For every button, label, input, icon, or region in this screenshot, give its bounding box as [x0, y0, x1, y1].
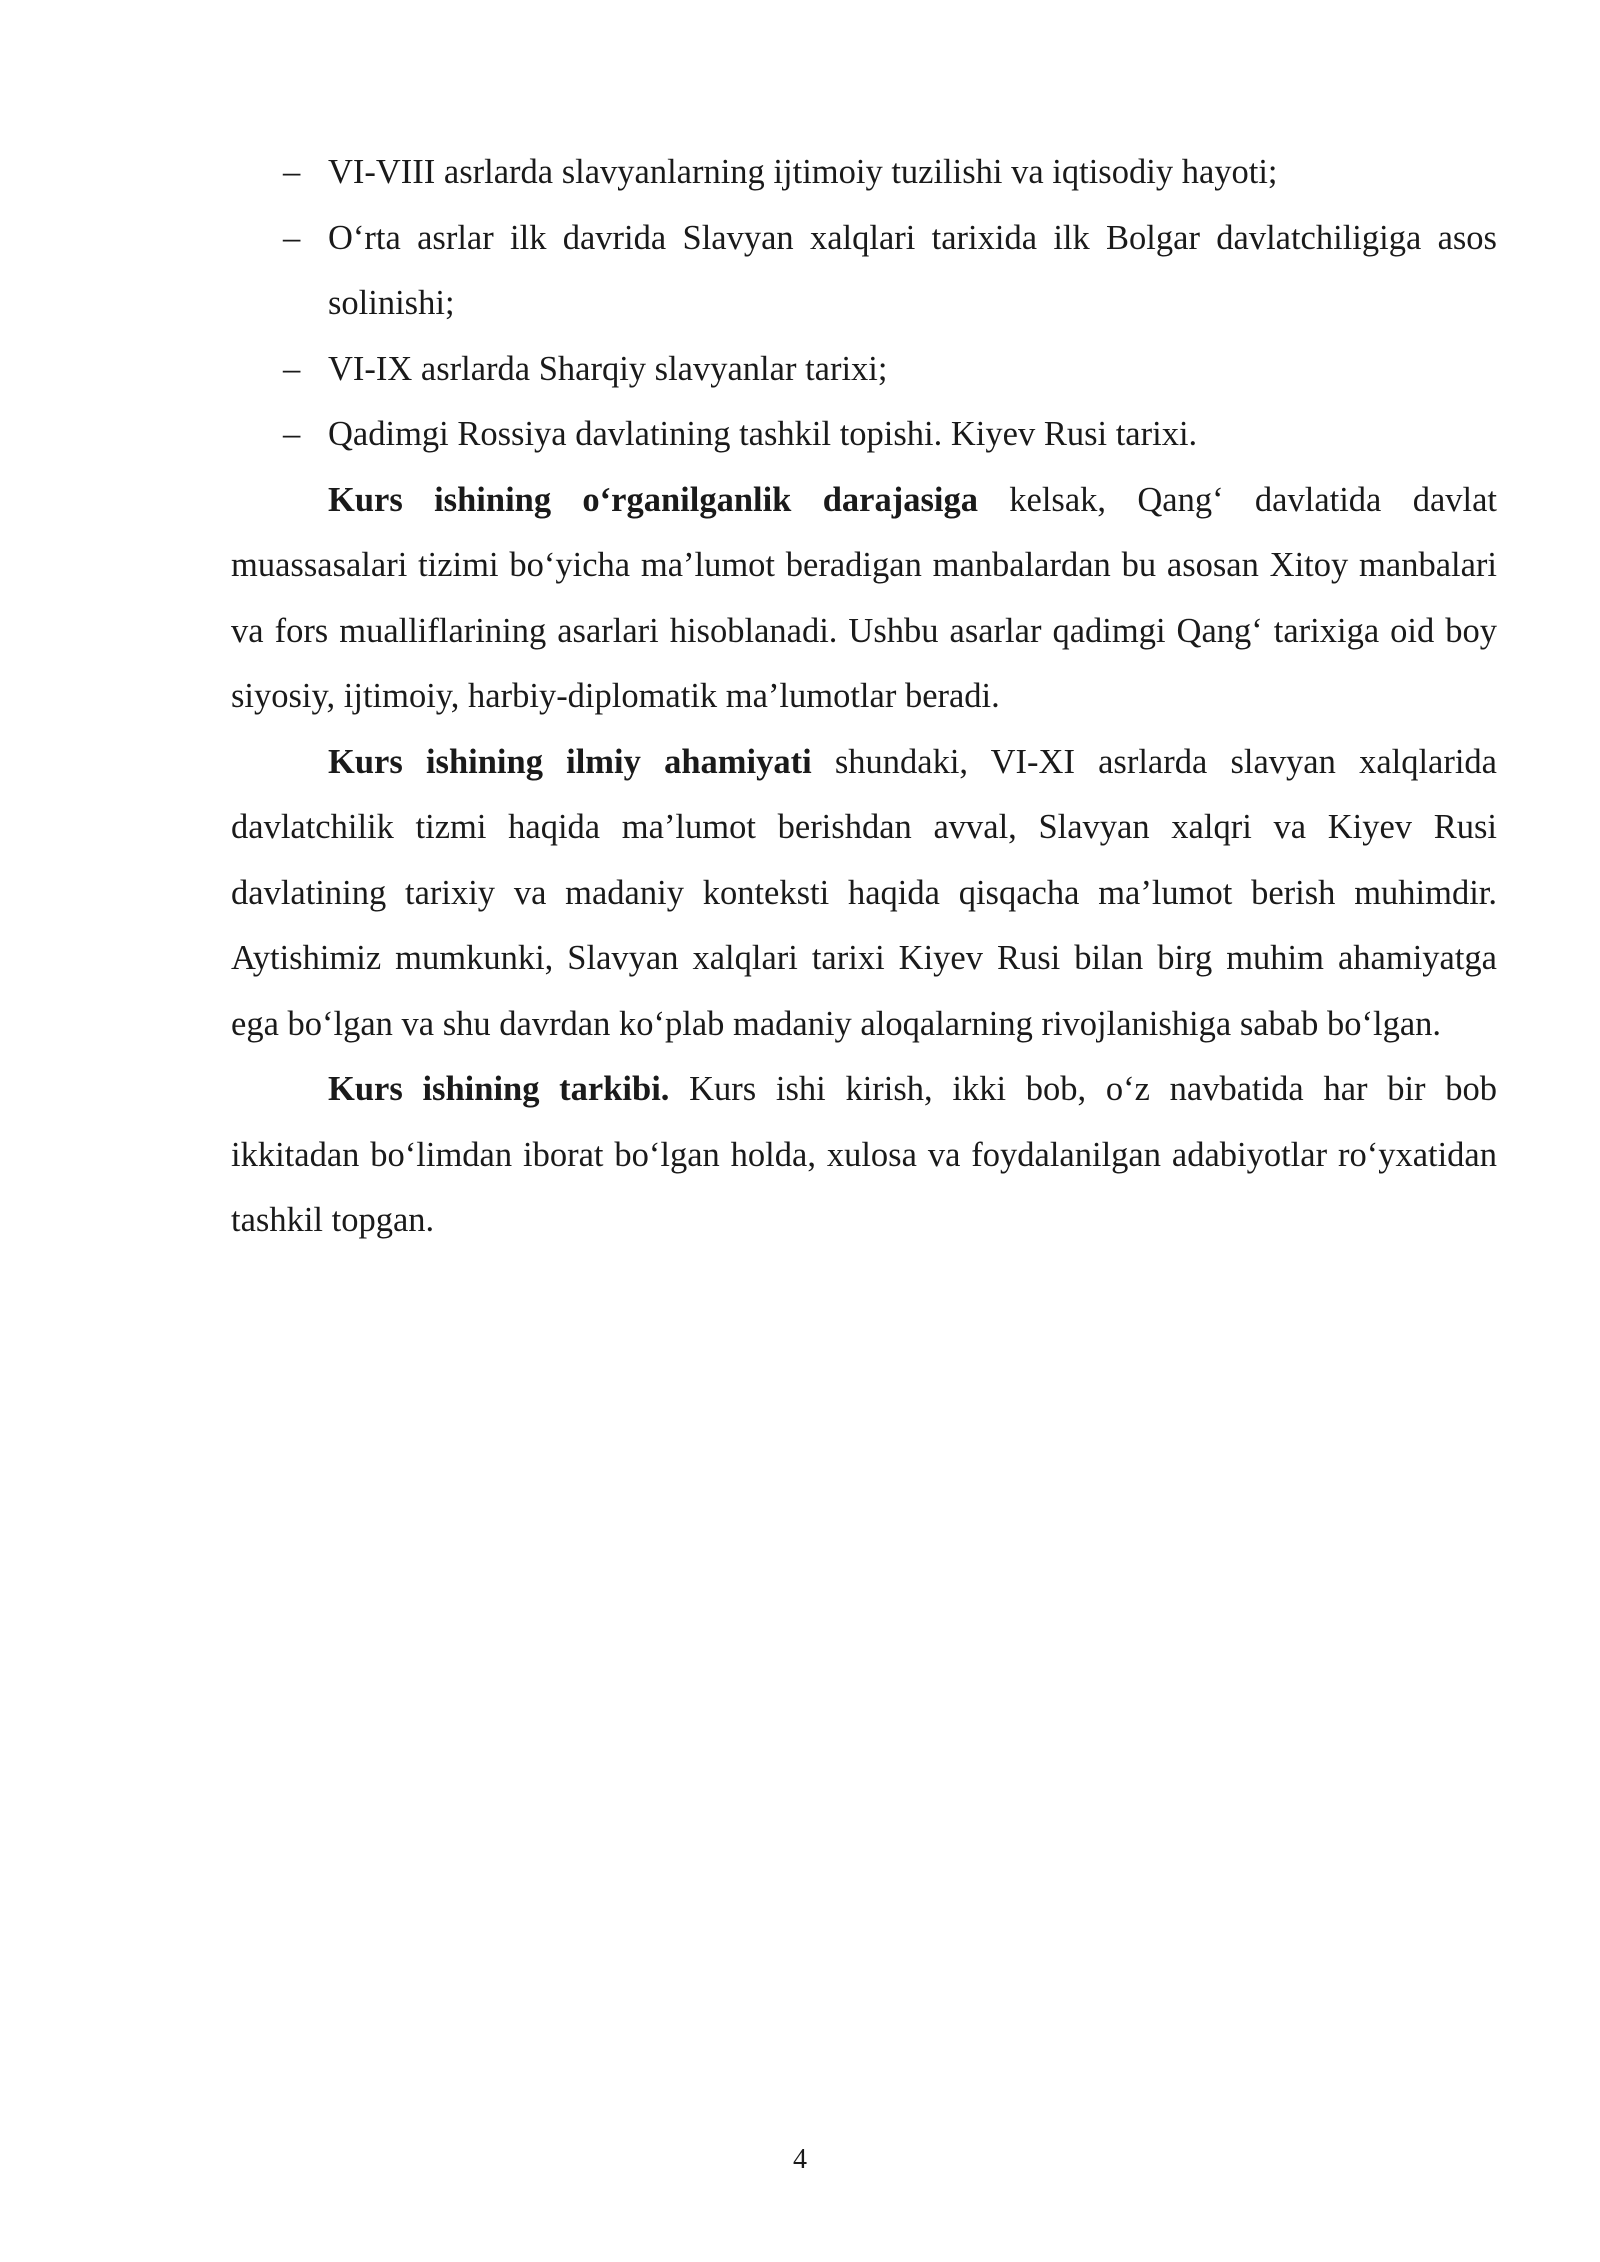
paragraph-lead-bold: Kurs ishining ilmiy ahamiyati [328, 742, 812, 781]
list-item-text: O‘rta asrlar ilk davrida Slavyan xalqlari tarixida ilk Bolgar davlatchiligiga asos solinishi; [328, 218, 1497, 322]
paragraph-text: kelsak, Qang‘ davlatida davlat muassasalari tizimi bo‘yicha ma’lumot beradigan manbalardan bu asosan Xitoy manbalari va fors mualliflarining asarlari hisoblanadi. Ushbu asarlar qadimgi Qang‘ tarixiga oid boy siyosiy, ijtimoiy, harbiy-diplomatik ma’lumotlar beradi. [231, 480, 1497, 715]
list-item [231, 206, 1497, 337]
dash-marker: – [283, 415, 301, 453]
dash-marker: – [283, 153, 301, 191]
list-item-text: Qadimgi Rossiya davlatining tashkil topishi. Kiyev Rusi tarixi. [328, 415, 1198, 453]
list-item-text: VI-IX asrlarda Sharqiy slavyanlar tarixi; [328, 349, 888, 388]
topic-list [231, 140, 1497, 468]
paragraph-lead-bold: Kurs ishining tarkibi. [328, 1070, 670, 1108]
dash-marker: – [283, 349, 301, 388]
study-level-paragraph [231, 468, 1497, 730]
scientific-significance-paragraph [231, 730, 1497, 1058]
list-item [231, 402, 1497, 468]
dash-marker: – [283, 218, 301, 257]
paragraph-text: Kurs ishi kirish, ikki bob, o‘z navbatida har bir bob ikkitadan bo‘limdan iborat bo‘lgan holda, xulosa va foydalanilgan adabiyotlar ro‘yxatidan tashkil topgan. [231, 1070, 1497, 1239]
page-body [231, 140, 1497, 1254]
paragraph-lead-bold: Kurs ishining o‘rganilganlik darajasiga [328, 480, 978, 519]
structure-paragraph [231, 1057, 1497, 1254]
list-item [231, 337, 1497, 403]
page-number: 4 [793, 2144, 807, 2175]
list-item [231, 140, 1497, 206]
list-item-text: VI-VIII asrlarda slavyanlarning ijtimoiy tuzilishi va iqtisodiy hayoti; [328, 153, 1278, 191]
paragraph-text: shundaki, VI-XI asrlarda slavyan xalqlarida davlatchilik tizmi haqida ma’lumot berishdan avval, Slavyan xalqri va Kiyev Rusi davlatining tarixiy va madaniy konteksti haqida qisqacha ma’lumot berish muhimdir. Aytishimiz mumkunki, Slavyan xalqlari tarixi Kiyev Rusi bilan birg muhim ahamiyatga ega bo‘lgan va shu davrdan ko‘plab madaniy aloqalarning rivojlanishiga sabab bo‘lgan. [231, 742, 1497, 1043]
